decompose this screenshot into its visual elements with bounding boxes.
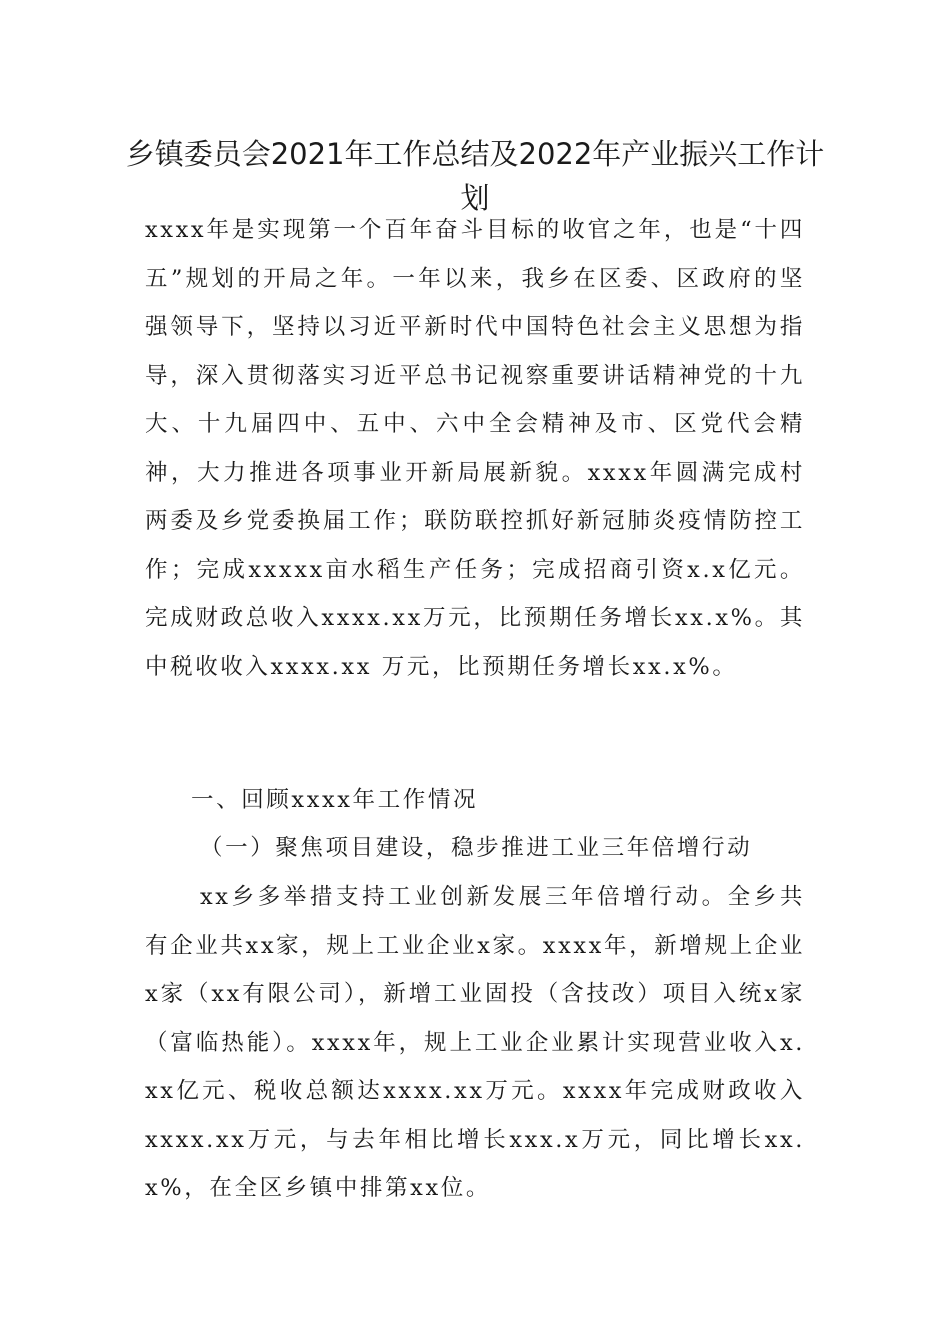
intro-paragraph: xxxx年是实现第一个百年奋斗目标的收官之年，也是“十四五”规划的开局之年。一年以来，我乡在区委、区政府的坚强领导下，坚持以习近平新时代中国特色社会主义思想为指导，深入贯彻落实习近平总书记视察重要讲话精神党的十九大、十九届四中、五中、六中全会精神及市、区党代会精神，大力推进各项事业开新局展新貌。xxxx年圆满完成村两委及乡党委换届工作；联防联控抓好新冠肺炎疫情防控工作；完成xxxxx亩水稻生产任务；完成招商引资x.x亿元。完成财政总收入xxxx.xx万元，比预期任务增长xx.x%。其中税收收入xxxx.xx 万元，比预期任务增长xx.x%。: [145, 217, 805, 680]
subsection-body-paragraph: xx乡多举措支持工业创新发展三年倍增行动。全乡共有企业共xx家，规上工业企业x家。xxxx年，新增规上企业x家（xx有限公司），新增工业固投（含技改）项目入统x家（富临热能）。xxxx年，规上工业企业累计实现营业收入x.xx亿元、税收总额达xxxx.xx万元。xxxx年完成财政收入xxxx.xx万元，与去年相比增长xxx.x万元，同比增长xx.x%，在全区乡镇中排第xx位。: [145, 884, 805, 1201]
section-heading: 一、回顾xxxx年工作情况: [191, 787, 479, 813]
document-title: 乡镇委员会2021年工作总结及2022年产业振兴工作计划: [125, 137, 825, 215]
subsection-heading: （一）聚焦项目建设，稳步推进工业三年倍增行动: [200, 835, 753, 861]
